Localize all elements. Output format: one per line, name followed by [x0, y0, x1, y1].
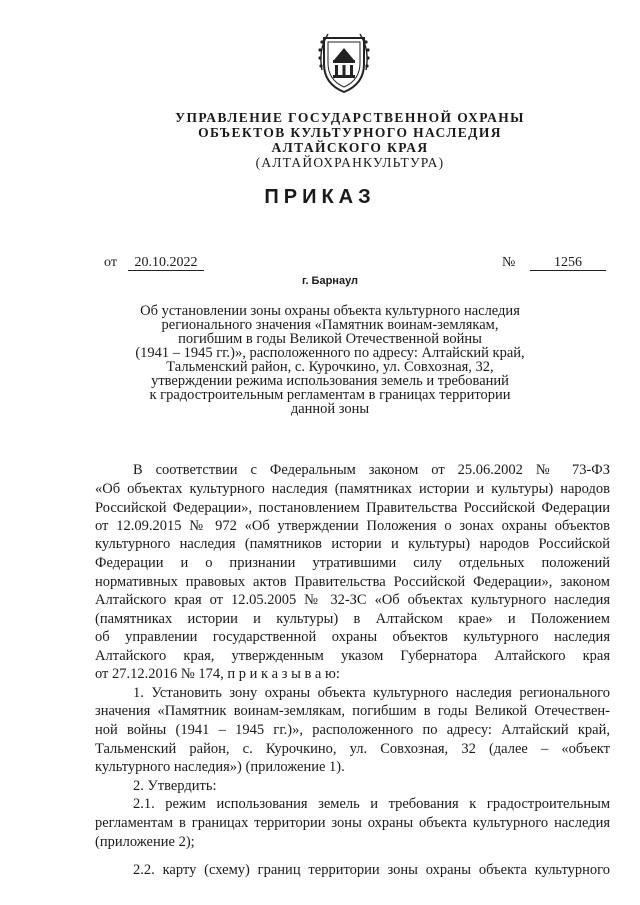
- body-line: ной войны (1941 – 1945 гг.)», расположенного по адресу: Алтайский край,: [95, 722, 610, 738]
- city-name: г. Барнаул: [301, 275, 359, 287]
- body-line: 2. Утвердить:: [133, 778, 217, 794]
- org-name-line-2: ОБЪЕКТОВ КУЛЬТУРНОГО НАСЛЕДИЯ: [198, 125, 502, 140]
- body-line: «Об объектах культурного наследия (памятниках истории и культуры) народов: [95, 481, 610, 497]
- org-name-line-3: АЛТАЙСКОГО КРАЯ: [271, 140, 429, 155]
- subject-line: Тальменский район, с. Курочкино, ул. Совхозная, 32,: [166, 359, 494, 375]
- document-number: 1256: [530, 255, 606, 271]
- document-date: 20.10.2022: [128, 255, 204, 271]
- body-line: В соответствии с Федеральным законом от 25.06.2002 № 73-ФЗ: [133, 462, 610, 478]
- body-line: Алтайского края, утвержденным указом Губернатора Алтайского края: [95, 648, 610, 664]
- body-line: Алтайского края от 12.05.2005 № 32-ЗС «Об объектах культурного наследия: [95, 592, 610, 608]
- subject-line: регионального значения «Памятник воинам-землякам,: [161, 317, 499, 333]
- body-line: 1. Установить зону охраны объекта культурного наследия регионального: [133, 685, 610, 701]
- body-line: культурного наследия») (приложение 1).: [95, 759, 345, 775]
- subject-line: утверждении режима использования земель и требований: [151, 373, 509, 389]
- body-line: от 27.12.2016 № 174, п р и к а з ы в а ю:: [95, 666, 340, 682]
- subject-line: к градостроительным регламентам в границах территории: [149, 387, 511, 403]
- body-line: об управлении государственной охраны объектов культурного наследия: [95, 629, 610, 645]
- body-line: (памятниках истории и культуры) в Алтайском крае» и Положением: [95, 611, 610, 627]
- coat-of-arms-emblem: [316, 30, 372, 94]
- body-line: 2.2. карту (схему) границ территории зоны охраны объекта культурного: [133, 862, 610, 878]
- body-line: от 12.09.2015 № 972 «Об утверждении Положения о зонах охраны объектов: [95, 518, 610, 534]
- subject-line: данной зоны: [290, 401, 370, 417]
- subject-line: Об установлении зоны охраны объекта культурного наследия: [140, 303, 520, 319]
- body-line: (приложение 2);: [95, 834, 195, 850]
- subject-line: (1941 – 1945 гг.)», расположенного по адресу: Алтайский край,: [135, 345, 525, 361]
- body-line: нормативных правовых актов Правительства Российской Федерации», законом: [95, 574, 610, 590]
- body-line: 2.1. режим использования земель и требования к градостроительным: [133, 796, 610, 812]
- body-line: Российской Федерации», постановлением Правительства Российской Федерации: [95, 500, 610, 516]
- number-prefix: №: [502, 255, 516, 270]
- subject-line: погибшим в годы Великой Отечественной войны: [178, 331, 482, 347]
- date-prefix: от: [104, 255, 117, 270]
- org-name-line-1: УПРАВЛЕНИЕ ГОСУДАРСТВЕННОЙ ОХРАНЫ: [175, 110, 525, 125]
- org-short-name: (АЛТАЙОХРАНКУЛЬТУРА): [255, 155, 445, 170]
- body-line: Федерации и о признании утратившими силу отдельных положений: [95, 555, 610, 571]
- body-line: регламентам в границах территории зоны охраны объекта культурного наследия: [95, 815, 610, 831]
- document-type-title: ПРИКАЗ: [264, 186, 376, 208]
- body-line: Тальменский район, с. Курочкино, ул. Совхозная, 32 (далее – «объект: [95, 741, 610, 757]
- body-line: культурного наследия (памятников истории и культуры) народов Российской: [95, 536, 610, 552]
- body-line: значения «Памятник воинам-землякам, погибшим в годы Великой Отечествен-: [95, 703, 610, 719]
